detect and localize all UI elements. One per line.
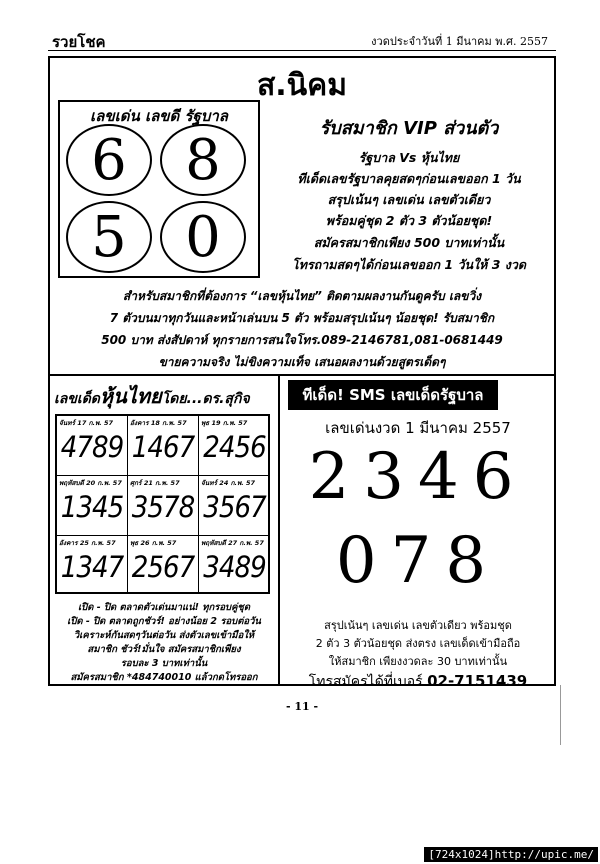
sms-subtitle: เลขเด่นงวด 1 มีนาคม 2557 <box>325 419 511 437</box>
grid-cell <box>199 476 270 536</box>
grid-cell <box>128 416 199 476</box>
cell-date: พฤหัสบดี 20 ก.พ. 57 <box>59 479 122 487</box>
grid-cell <box>199 416 270 476</box>
page-number: - 11 - <box>285 700 319 713</box>
stock-note: เปิด - ปิด ตลาดถูกชัวร์! อย่างน้อย 2 รอบต่อวัน <box>67 616 261 627</box>
magazine-name: รวยโชค <box>52 33 106 51</box>
cell-number: 2567 <box>131 550 195 584</box>
sms-line: 2 ตัว 3 ตัวน้อยชุด ส่งตรง เลขเด็ดเข้ามือถือ <box>315 637 521 650</box>
promo-line: สรุปเน้นๆ เลขเด่น เลขตัวเดียว <box>327 192 491 207</box>
lucky-box-title: เลขเด่น เลขดี รัฐบาล <box>90 107 228 125</box>
stock-note: วิเคราะห์กันสดๆวันต่อวัน ส่งตัวเลขเข้ามือให้ <box>73 630 255 641</box>
grid-cell <box>57 536 128 592</box>
column-divider <box>278 374 280 686</box>
body-line: 500 บาท ส่งสัปดาห์ ทุกรายการสนใจโทร.089-2146781,081-0681449 <box>101 333 503 347</box>
cell-date: จันทร์ 17 ก.พ. 57 <box>59 419 114 427</box>
body-line: สำหรับสมาชิกที่ต้องการ “เลขหุ้นไทย” ติดตามผลงานกันดูครับ เลขวิ่ง <box>122 289 482 303</box>
stock-note: สมาชิก ชัวร์!มั่นใจ สมัครสมาชิกเพียง <box>87 644 241 655</box>
sms-number-row: 078 <box>335 524 501 598</box>
lucky-digit-circle: 0 <box>160 201 246 273</box>
stock-note: รอบละ 3 บาทเท่านั้น <box>120 658 208 669</box>
watermark: [724x1024]http://upic.me/ <box>424 847 598 862</box>
page-edge-line <box>560 685 561 745</box>
sms-line: ให้สมาชิก เพียงงวดละ 30 บาทเท่านั้น <box>328 655 508 668</box>
promo-line: รัฐบาล Vs หุ้นไทย <box>358 150 460 165</box>
lucky-digit-circle: 8 <box>160 124 246 196</box>
cell-number: 2456 <box>203 430 266 464</box>
phone-number: 02-7151439 <box>427 672 528 690</box>
stock-title-big: หุ้นไทย <box>99 384 162 408</box>
cell-date: พุธ 19 ก.พ. 57 <box>201 419 248 427</box>
lucky-digit-circle: 5 <box>66 201 152 273</box>
stock-title <box>54 380 272 412</box>
sms-number-row: 2346 <box>308 440 528 514</box>
cell-date: พฤหัสบดี 27 ก.พ. 57 <box>201 539 264 547</box>
cell-date: ศุกร์ 21 ก.พ. 57 <box>130 479 180 487</box>
cell-number: 3567 <box>203 490 266 524</box>
cell-number: 3489 <box>203 550 266 584</box>
stock-note: สมัครสมาชิก *484740010 แล้วกดโทรออก <box>70 672 258 683</box>
cell-number: 1467 <box>131 430 195 464</box>
promo-line: พร้อมคู่ชุด 2 ตัว 3 ตัวน้อยชุด! <box>325 213 493 228</box>
stock-title-prefix: เลขเด็ด <box>54 391 100 407</box>
body-line: 7 ตัวบนมาทุกวันและหน้าเล่นบน 5 ตัว พร้อมสรุปเน้นๆ น้อยชุด! รับสมาชิก <box>109 311 495 325</box>
grid-cell <box>57 476 128 536</box>
sms-phone-line <box>282 671 554 693</box>
stock-note: เปิด - ปิด ตลาดตัวเด่นมาแน่! ทุกรอบคู่ชุด <box>77 602 251 613</box>
cell-date: พุธ 26 ก.พ. 57 <box>130 539 177 547</box>
header-rule <box>48 50 556 51</box>
issue-date: งวดประจำวันที่ 1 มีนาคม พ.ศ. 2557 <box>371 35 548 48</box>
cell-date: อังคาร 25 ก.พ. 57 <box>59 539 116 547</box>
promo-line: โทรถามสดๆได้ก่อนเลขออก 1 วันให้ 3 งวด <box>292 257 526 272</box>
sms-banner: ทีเด็ด! SMS เลขเด็ดรัฐบาล <box>288 380 498 410</box>
cell-number: 3578 <box>131 490 195 524</box>
stock-title-suffix: โดย...ดร.สุกิจ <box>161 391 250 407</box>
cell-number: 1345 <box>60 490 124 524</box>
cell-date: จันทร์ 24 ก.พ. 57 <box>201 479 256 487</box>
lucky-digit-circle: 6 <box>66 124 152 196</box>
stock-number-grid <box>55 414 270 594</box>
grid-cell <box>57 416 128 476</box>
sms-line: สรุปเน้นๆ เลขเด่น เลขตัวเดียว พร้อมชุด <box>324 619 512 632</box>
cell-number: 1347 <box>60 550 124 584</box>
ad-title: ส.นิคม <box>256 68 348 103</box>
vip-heading: รับสมาชิก VIP ส่วนตัว <box>319 118 499 139</box>
cell-number: 4789 <box>60 430 124 464</box>
promo-line: ทีเด็ดเลขรัฐบาลคุยสดๆก่อนเลขออก 1 วัน <box>297 171 521 186</box>
grid-cell <box>128 476 199 536</box>
section-divider <box>48 374 556 376</box>
grid-cell <box>128 536 199 592</box>
body-line: ขายความจริง ไม่ขิงความเท็จ เสนอผลงานด้วยสูตรเด็ดๆ <box>158 355 446 369</box>
phone-label: โทรสมัครได้ที่เบอร์ <box>308 674 423 690</box>
promo-line: สมัครสมาชิกเพียง 500 บาทเท่านั้น <box>313 235 505 250</box>
grid-cell <box>199 536 270 592</box>
cell-date: อังคาร 18 ก.พ. 57 <box>130 419 187 427</box>
